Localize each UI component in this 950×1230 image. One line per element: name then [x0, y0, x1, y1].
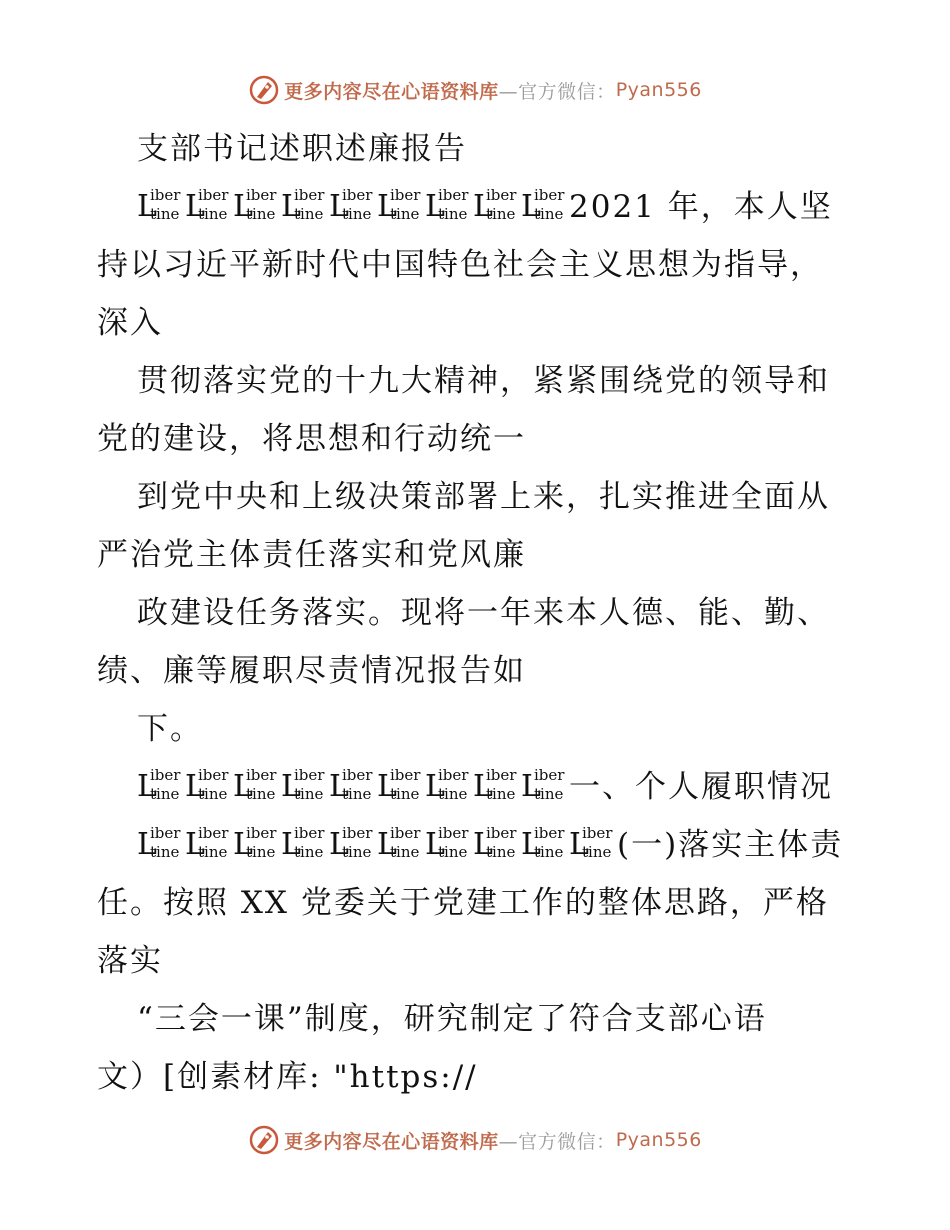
ligature-glyph: L iber tine: [233, 824, 277, 862]
paragraph-line: 文）[创素材库: "https://: [97, 1059, 478, 1095]
watermark-main-text: 更多内容尽在心语资料库: [284, 1130, 499, 1153]
ligature-glyph-row: [137, 186, 569, 225]
ligature-glyph: L iber tine: [425, 766, 469, 804]
ligature-glyph: L iber tine: [137, 186, 181, 224]
paragraph-line: 任。按照 XX 党委关于党建工作的整体思路，严格: [97, 885, 829, 921]
paragraph-line: 到党中央和上级决策部署上来，扎实推进全面从: [137, 479, 830, 515]
ligature-glyph: L iber tine: [425, 186, 469, 224]
document-title: 支部书记述职述廉报告: [137, 131, 467, 167]
ligature-glyph: L iber tine: [473, 824, 517, 862]
paragraph-line: L iber tine L iber tine L iber tine L iber tine L iber tine L iber tine L iber tine L iber tine L iber tine L iber tine (一)落实主体责: [137, 824, 844, 863]
ligature-glyph: L iber tine: [281, 824, 325, 862]
ligature-glyph: L iber tine: [473, 186, 517, 224]
ligature-glyph: L iber tine: [329, 824, 373, 862]
ligature-glyph: L iber tine: [329, 766, 373, 804]
watermark-sub-text: —官方微信：: [498, 80, 616, 103]
paragraph-line: 持以习近平新时代中国特色社会主义思想为指导，: [97, 247, 823, 283]
ligature-glyph: L iber tine: [281, 186, 325, 224]
paragraph-line: “三会一课”制度，研究制定了符合支部心语: [137, 1001, 767, 1037]
ligature-glyph: L iber tine: [281, 766, 325, 804]
ligature-glyph: L iber tine: [521, 186, 565, 224]
pen-nib-logo-icon: [248, 1124, 280, 1156]
ligature-glyph: L iber tine: [137, 766, 181, 804]
watermark-banner-bottom: [0, 1120, 950, 1160]
watermark-id-text: Pyan556: [615, 79, 702, 101]
paragraph-line: 深入: [97, 305, 163, 341]
paragraph-line: 下。: [137, 711, 203, 747]
watermark-id-text: Pyan556: [615, 1129, 702, 1151]
paragraph-line: 政建设任务落实。现将一年来本人德、能、勤、: [137, 595, 830, 631]
ligature-glyph-row: [137, 766, 569, 805]
paragraph-line: 贯彻落实党的十九大精神，紧紧围绕党的领导和: [137, 363, 830, 399]
watermark-main-text: 更多内容尽在心语资料库: [284, 80, 499, 103]
ligature-glyph: L iber tine: [137, 824, 181, 862]
ligature-glyph: L iber tine: [377, 766, 421, 804]
ligature-glyph: L iber tine: [233, 766, 277, 804]
watermark-banner-top: [0, 70, 950, 110]
ligature-glyph: L iber tine: [185, 824, 229, 862]
ligature-glyph: L iber tine: [425, 824, 469, 862]
ligature-glyph: L iber tine: [377, 186, 421, 224]
paragraph-line: 党的建设，将思想和行动统一: [97, 421, 526, 457]
paragraph-line: 绩、廉等履职尽责情况报告如: [97, 653, 526, 689]
document-body: [97, 120, 857, 1106]
paragraph-line: 落实: [97, 943, 163, 979]
ligature-glyph: L iber tine: [233, 186, 277, 224]
ligature-glyph: L iber tine: [521, 766, 565, 804]
ligature-glyph: L iber tine: [473, 766, 517, 804]
ligature-glyph-row: [137, 824, 617, 863]
ligature-glyph: L iber tine: [569, 824, 613, 862]
paragraph-line: 严治党主体责任落实和党风廉: [97, 537, 526, 573]
ligature-glyph: L iber tine: [377, 824, 421, 862]
section-heading: L iber tine L iber tine L iber tine L iber tine L iber tine L iber tine L iber tine L iber tine L iber tine 一、个人履职情况: [137, 766, 833, 805]
watermark-sub-text: —官方微信：: [498, 1130, 616, 1153]
ligature-glyph: L iber tine: [185, 766, 229, 804]
ligature-glyph: L iber tine: [329, 186, 373, 224]
ligature-glyph: L iber tine: [521, 824, 565, 862]
pen-nib-logo-icon: [248, 74, 280, 106]
paragraph-line: L iber tine L iber tine L iber tine L iber tine L iber tine L iber tine L iber tine L iber tine L iber tine 2021 年，本人坚: [137, 186, 833, 225]
ligature-glyph: L iber tine: [185, 186, 229, 224]
